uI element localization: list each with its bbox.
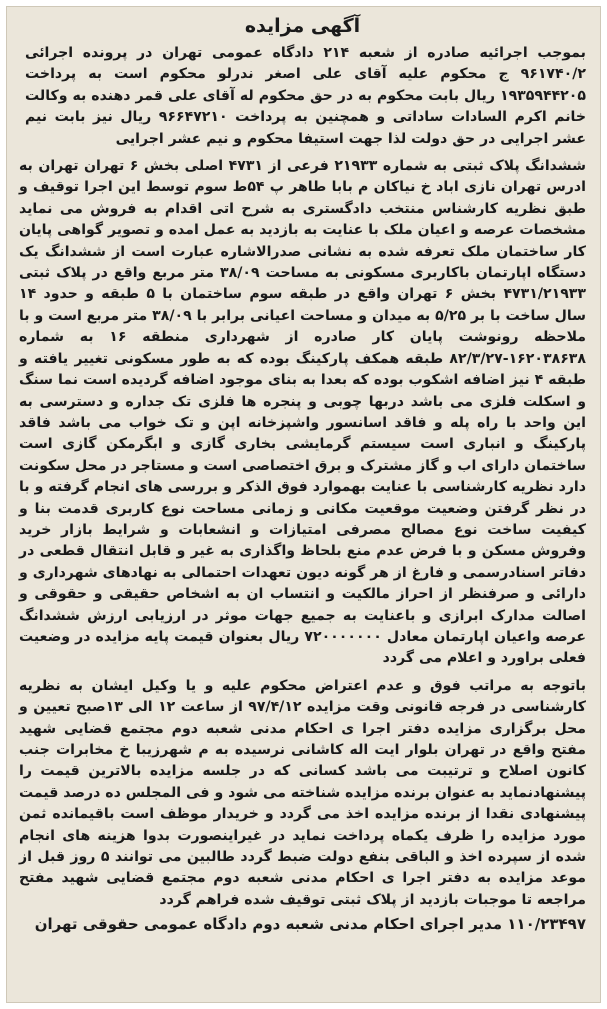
notice-paragraph-intro: بموجب اجرائیه صادره از شعبه ۲۱۴ دادگاه عمومی تهران در پرونده اجرائی ۹۶۱۷۴۰/۲ ج محکوم علیه آقای علی اصغر ندرلو محکوم است به پرداخت ۱۹۳۵۹۴۴۲۰۵ ریال بابت محکوم به در حق محکوم له آقای علی قمر دهنده به وکالت خانم اکرم السادات ساداتی و همچنین به پرداخت ۹۶۶۴۷۲۱۰ ریال نیز بابت نیم عشر اجرایی در حق دولت لذا جهت استیفا محکوم و نیم عشر اجرایی bbox=[25, 45, 586, 147]
auction-notice bbox=[7, 7, 600, 935]
notice-paragraph-auction-terms: باتوجه به مراتب فوق و عدم اعتراض محکوم علیه و یا وکیل ایشان به نظریه کارشناسی در فرجه قانونی وقت مزایده ۹۷/۴/۱۲ از ساعت ۱۲ الی ۱۳صبح تعیین و محل برگزاری مزایده دفتر اجرا ی احکام مدنی شعبه دوم مجتمع قضایی شهید مفتح واقع در تهران بلوار ایت اله کاشانی نرسیده به م شهرزیبا خ مخابرات جنب کانون اصلاح و ترتیبت می باشد کسانی که در جلسه مزایده بالاترین قیمت را پیشنهادنماید به عنوان برنده مزایده شناخته می شود و فی المجلس ده درصد قیمت پیشنهادی نقدا از برنده مزایده اخذ می گردد و خریدار موظف است باقیمانده ثمن مورد مزایده را ظرف یکماه پرداخت نماید در غیراینصورت بدوا هزینه های انجام شده از سپرده اخذ و الباقی بنفع دولت ضبط گردد طالبین می توانند ۵ روز قبل از موعد مزایده به دفتر اجرا ی احکام مدنی شعبه دوم مجتمع قضایی شهید مفتح مراجعه تا موجبات بازدید از پلاک ثبتی توقیف شده فراهم گردد bbox=[19, 677, 587, 908]
notice-paragraph-property: ششدانگ پلاک ثبتی به شماره ۲۱۹۳۳ فرعی از ۴۷۳۱ اصلی بخش ۶ تهران تهران به ادرس تهران نازی اباد خ نیاکان م بابا طاهر پ ۵۴ط سوم توسط این اجرا توقیف و طبق نظریه کارشناس منتخب دادگستری به شرح اتی اقدام به فروش می نماید مشخصات عرصه و اعیان ملک با عنایت به بازدید به عمل امده و تصویر گواهی پایان کار ساختمان ملک تعرفه شده به نشانی صدرالاشاره عبارت است از ششدانگ یک دستگاه اپارتمان باکاربری مسکونی به مساحت ۳۸/۰۹ متر مربع واقع در پلاک ثبتی ۴۷۳۱/۲۱۹۳۳ بخش ۶ تهران واقع در طبقه سوم ساختمان با ۵ طبقه و حدود ۱۴ سال ساخت با بر ۵/۲۵ به میدان و مساحت اعیانی برابر با ۳۸/۰۹ متر مربع است و با ملاحظه رونوشت پایان کار صادره از شهرداری منطقه ۱۶ به شماره ۱۶۲۰۳۸۶۳۸-۸۲/۳/۲۷ طبقه همکف پارکینگ بوده که به طور مسکونی تغییر یافته و طبقه ۴ نیز اضافه اشکوب بوده که بعدا به بنای موجود اضافه گردیده است نما سنگ و اسکلت فلزی می باشد دربها چوبی و پنجره ها فلزی تک جداره و دسترسی به این واحد با راه پله و فاقد اسانسور واشپزخانه اپن و تک خواب می باشد فاقد پارکینگ و انباری است سیستم گرمایشی بخاری گازی و ابگرمکن گازی است ساختمان دارای اب و گاز مشترک و برق اختصاصی است و مستاجر در محل سکونت دارد نظریه کارشناسی با عنایت بهموارد فوق الذکر و بررسی های انجام گرفته و با در نظر گرفتن وضعیت موقعیت مکانی و زمانی مساحت نوع کاربری قدمت بنا و کیفیت ساخت نوع مصالح مصرفی امتیازات و انشعابات و شرایط بازار خرید وفروش مسکن و با فرض عدم منع بلحاظ واگذاری به غیر و قابل انتقال قطعی در دفاتر اسنادرسمی و فارغ از هر گونه دیون تعهدات احتمالی به نهادهای شهرداری و دارائی و صرفنظر از احراز مالکیت و انتساب ان به اشخاص حقیقی و حقوقی و اصالت مدارک ابرازی و باعنایت به جمیع جهات موثر در ارزیابی ارزش ششدانگ عرصه واعیان اپارتمان معادل ۷۲۰۰۰۰۰۰۰ ریال بعنوان قیمت پایه مزایده در وضعیت فعلی براورد و اعلام می گردد bbox=[19, 158, 587, 667]
notice-signature: ۱۱۰/۲۳۴۹۷ مدیر اجرای احکام مدنی شعبه دوم دادگاه عمومی حقوقی تهران bbox=[34, 915, 586, 934]
notice-title: آگهی مزایده bbox=[244, 15, 361, 37]
newspaper-clipping bbox=[6, 6, 601, 1003]
